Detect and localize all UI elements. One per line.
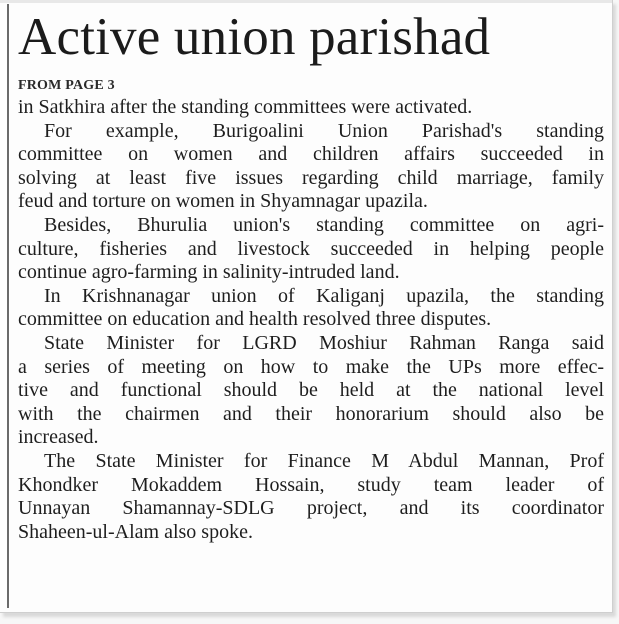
article-body <box>18 96 604 544</box>
text-line: committee on education and health resolved three disputes. <box>18 308 492 331</box>
text-line: feud and torture on women in Shyamnagar upazila. <box>18 190 428 213</box>
column-rule <box>7 4 9 608</box>
top-edge <box>0 0 612 3</box>
text-line: In Krishnanagar union of Kaliganj upazila, the standing <box>44 284 604 307</box>
text-line: Shaheen-ul-Alam also spoke. <box>18 520 253 543</box>
paragraph <box>18 214 604 285</box>
jump-line: FROM PAGE 3 <box>18 78 115 93</box>
text-line: Khondker Mokaddem Hossain, study team leader of <box>18 473 604 496</box>
text-line: increased. <box>18 426 99 449</box>
headline: Active union parishad <box>18 8 491 66</box>
paragraph <box>18 332 604 450</box>
text-line: tive and functional should be held at the national level <box>18 379 604 402</box>
text-line: committee on women and children affairs succeeded in <box>18 143 604 166</box>
text-line: culture, fisheries and livestock succeeded in helping people <box>18 237 604 260</box>
text-line: State Minister for LGRD Moshiur Rahman Ranga said <box>44 331 604 354</box>
text-line: continue agro-farming in salinity-intruded land. <box>18 261 400 284</box>
text-line: Unnayan Shamannay-SDLG project, and its coordinator <box>18 497 604 520</box>
paragraph <box>18 120 604 214</box>
text-line: solving at least five issues regarding child marriage, family <box>18 166 604 189</box>
text-line: The State Minister for Finance M Abdul Mannan, Prof <box>44 449 604 472</box>
paragraph <box>18 285 604 332</box>
text-line: a series of meeting on how to make the UPs more effec- <box>18 355 604 378</box>
text-line: For example, Burigoalini Union Parishad's standing <box>44 119 604 142</box>
paragraph <box>18 450 604 544</box>
text-line: Besides, Bhurulia union's standing committee on agri- <box>44 213 604 236</box>
text-line: with the chairmen and their honorarium should also be <box>18 402 604 425</box>
text-line: in Satkhira after the standing committees were activated. <box>18 96 473 118</box>
paragraph <box>18 96 604 120</box>
